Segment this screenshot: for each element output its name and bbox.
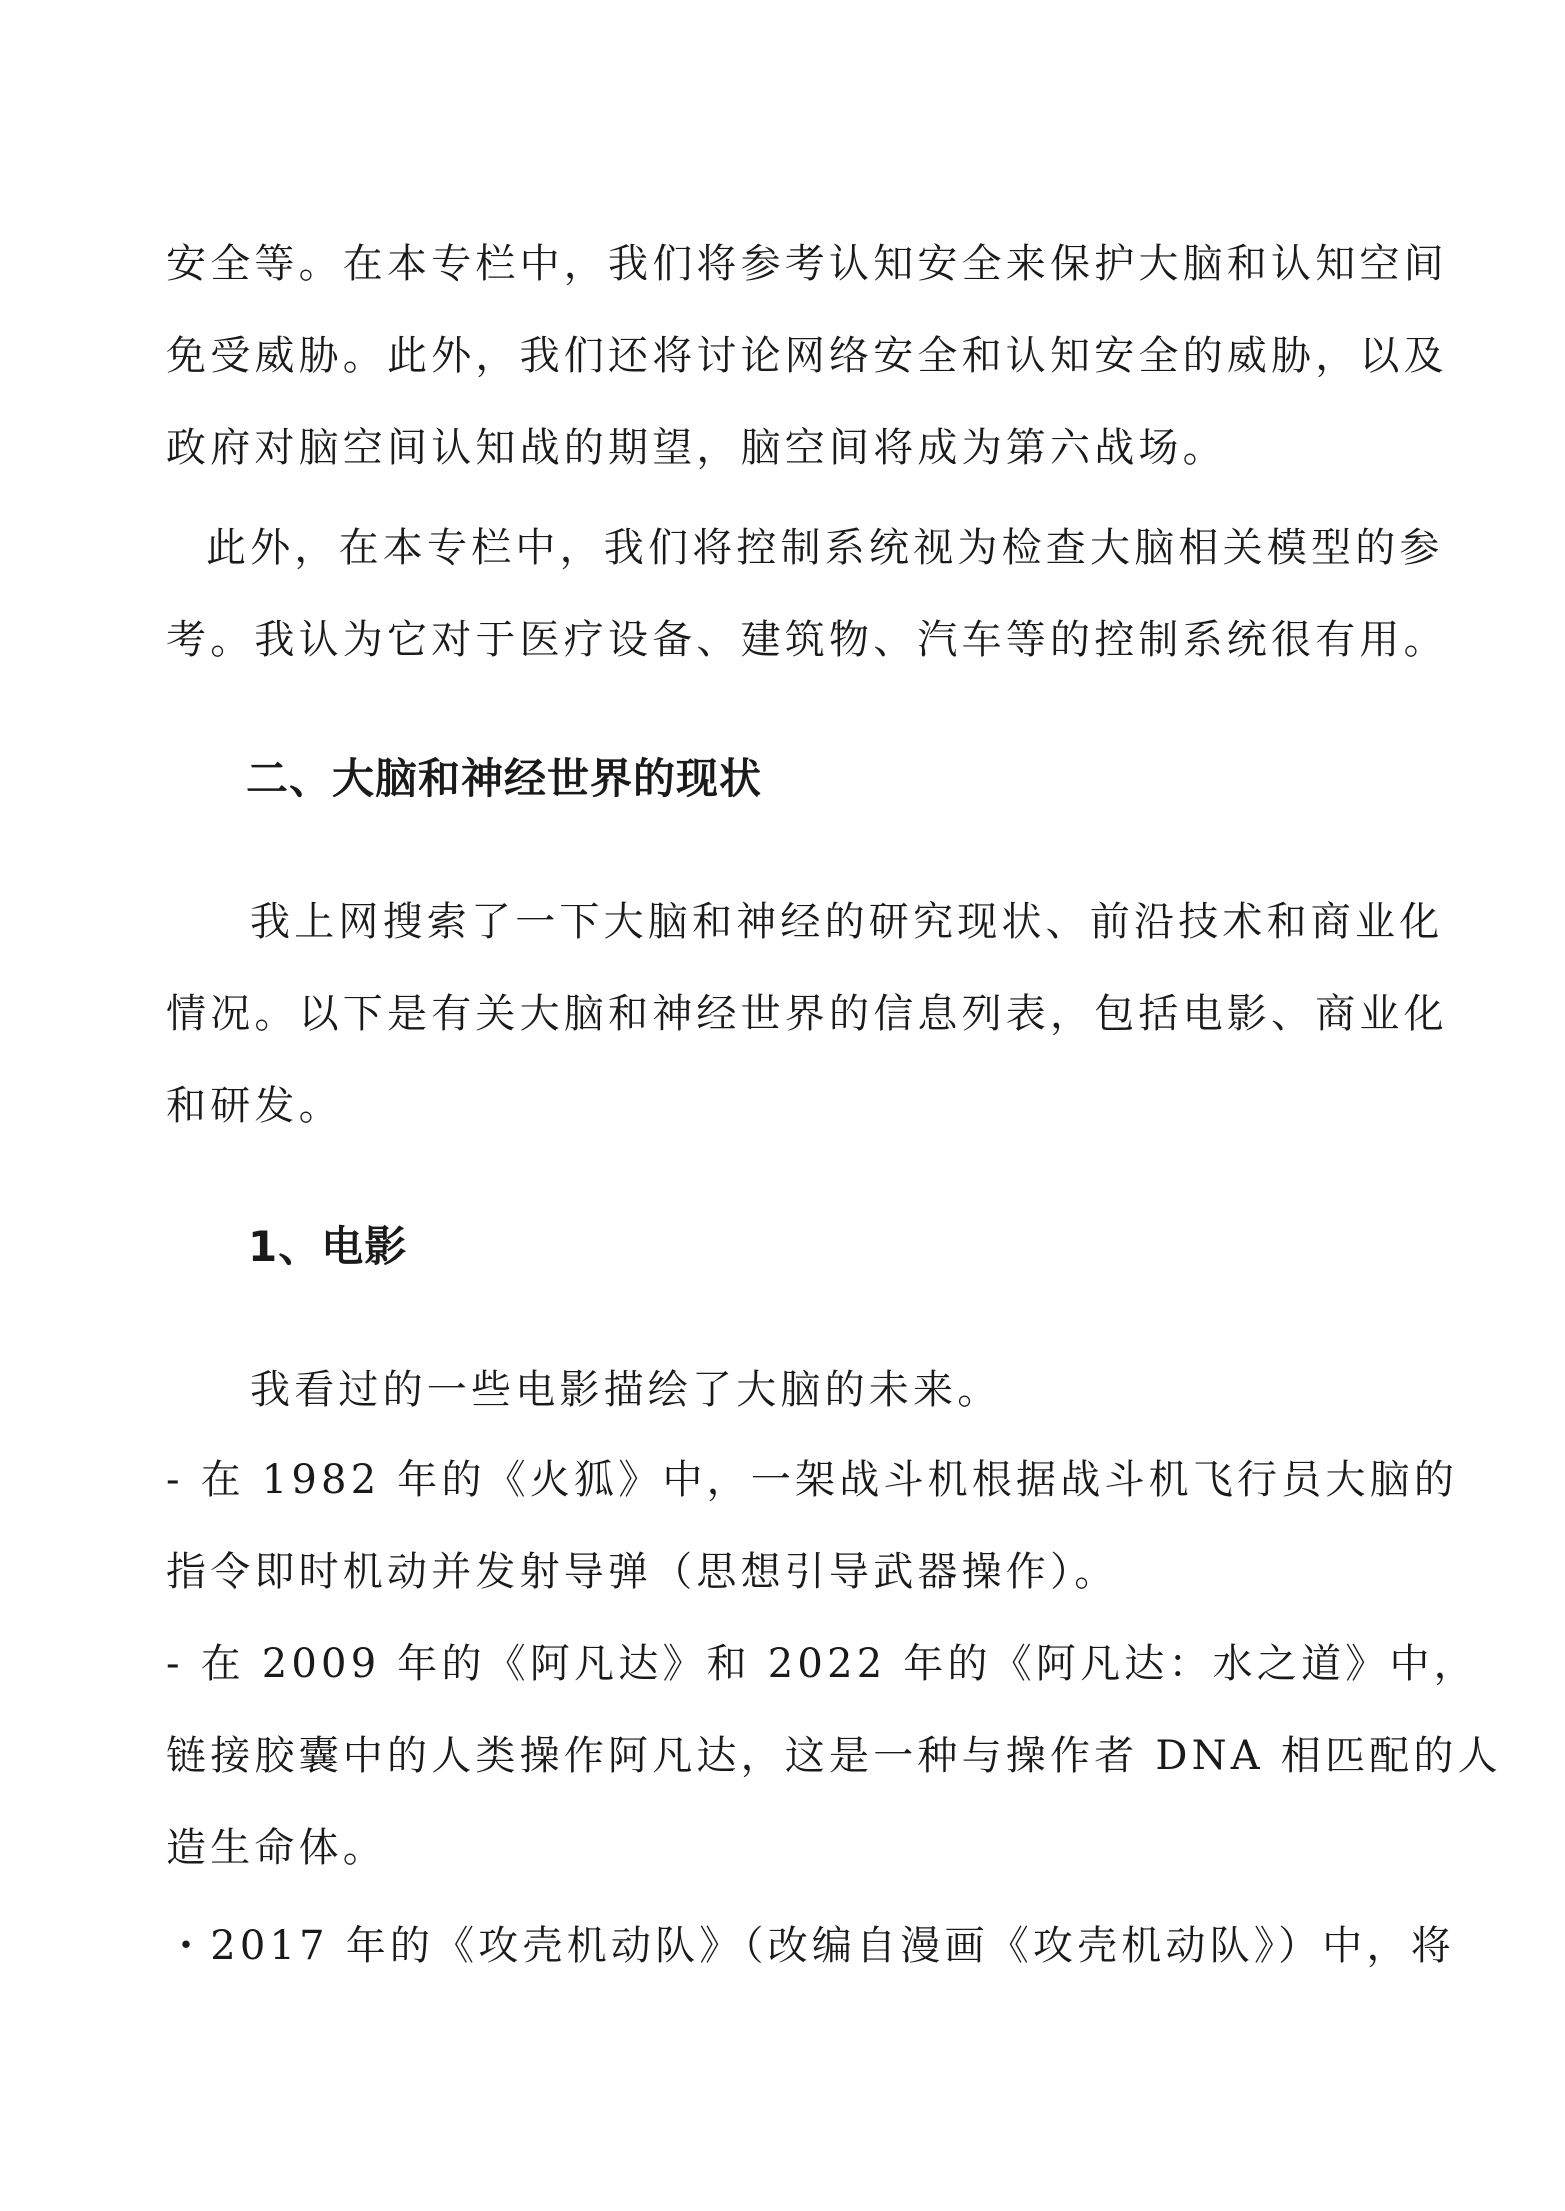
list-item-3-line-1: ・2017 年的《攻壳机动队》（改编自漫画《攻壳机动队》）中，将 [166, 1923, 1455, 1969]
list-item-2-line-3: 造生命体。 [166, 1825, 387, 1871]
paragraph-2-line-1: 此外，在本专栏中，我们将控制系统视为检查大脑相关模型的参 [206, 525, 1444, 571]
section-heading: 二、大脑和神经世界的现状 [246, 754, 763, 803]
paragraph-1-line-1: 安全等。在本专栏中，我们将参考认知安全来保护大脑和认知空间 [166, 241, 1448, 287]
list-item-2-line-2: 链接胶囊中的人类操作阿凡达，这是一种与操作者 DNA 相匹配的人 [166, 1733, 1502, 1779]
paragraph-3-line-3: 和研发。 [166, 1083, 343, 1129]
paragraph-1-line-2: 免受威胁。此外，我们还将讨论网络安全和认知安全的威胁，以及 [166, 333, 1448, 379]
paragraph-1-line-3: 政府对脑空间认知战的期望，脑空间将成为第六战场。 [166, 425, 1227, 471]
paragraph-3-line-2: 情况。以下是有关大脑和神经世界的信息列表，包括电影、商业化 [166, 991, 1448, 1037]
paragraph-3-line-1: 我上网搜索了一下大脑和神经的研究现状、前沿技术和商业化 [250, 899, 1444, 945]
paragraph-4-line-1: 我看过的一些电影描绘了大脑的未来。 [250, 1367, 1002, 1413]
list-item-2-line-1: - 在 2009 年的《阿凡达》和 2022 年的《阿凡达：水之道》中， [166, 1641, 1478, 1687]
paragraph-2-line-2: 考。我认为它对于医疗设备、建筑物、汽车等的控制系统很有用。 [166, 617, 1448, 663]
subsection-heading: 1、电影 [248, 1222, 408, 1271]
list-item-1-line-1: - 在 1982 年的《火狐》中，一架战斗机根据战斗机飞行员大脑的 [166, 1457, 1459, 1503]
list-item-1-line-2: 指令即时机动并发射导弹（思想引导武器操作）。 [166, 1549, 1119, 1595]
